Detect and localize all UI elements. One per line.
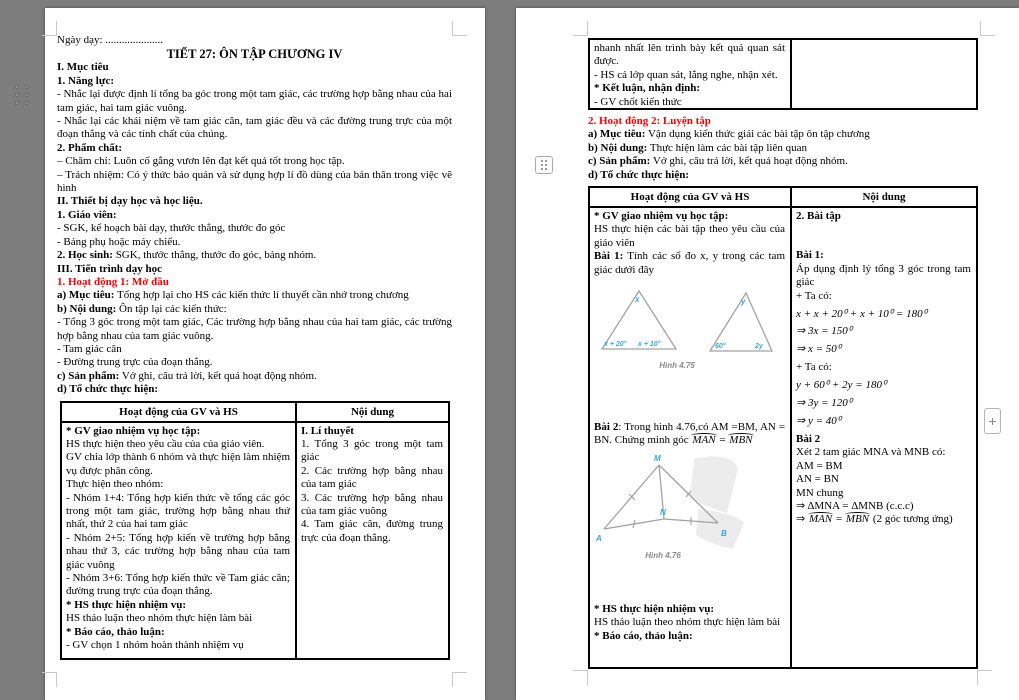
paragraph: [57, 169, 452, 196]
paragraph-text: Xét 2 tam giác MNA và MNB có:: [796, 446, 946, 459]
paragraph-text: - SGK, kế hoạch bài dạy, thước thẳng, thước đo góc: [57, 222, 286, 235]
equation-text: ⇒ 3x = 150⁰: [796, 325, 853, 338]
table-cell-noi-dung: [792, 208, 976, 669]
paragraph-text: GV chia lớp thành 6 nhóm và thực hiện làm nhiệm vụ được phân công.: [66, 451, 290, 477]
dots-grid-icon: [539, 159, 549, 171]
paragraph: [57, 236, 452, 249]
paragraph: [57, 303, 452, 316]
paragraph: [57, 356, 452, 369]
angle-label: x + 10°: [638, 341, 661, 349]
table-paragraph: [796, 263, 971, 290]
table-paragraph: [66, 492, 290, 532]
paragraph: [57, 88, 452, 115]
angle-label: x + 20°: [604, 341, 627, 349]
table-body-row: [590, 40, 976, 108]
heading-text: 1. Giáo viên:: [57, 208, 117, 221]
table-paragraph: [66, 572, 290, 599]
paragraph-text: (2 góc tương ứng): [870, 513, 953, 526]
paragraph-text: 4. Tam giác cân, đường trung trực của đoạn thẳng.: [301, 518, 443, 544]
paragraph-label: * GV giao nhiệm vụ học tập:: [594, 210, 729, 223]
table-paragraph: [301, 465, 443, 492]
table-header-cell: Hoạt động của GV và HS: [590, 188, 792, 206]
table-paragraph: [594, 69, 785, 82]
paragraph: [588, 142, 978, 155]
blank-space: [796, 223, 971, 249]
paragraph-text: HS thực hiện các bài tập theo yêu cầu của giáo viên: [594, 223, 785, 249]
paragraph-label: * Báo cáo, thảo luận:: [66, 625, 165, 638]
margin-crop-mark: [42, 21, 57, 36]
table-paragraph: [594, 223, 785, 250]
table-paragraph: [66, 425, 290, 438]
heading-text: 1. Hoạt động 1: Mở đầu: [57, 275, 169, 288]
lesson-title: [57, 47, 452, 61]
paragraph-text: Vở ghi, câu trả lời, kết quả hoạt động nhóm.: [650, 155, 848, 168]
table-cell-gv-hs: [62, 423, 297, 660]
section-heading: [57, 263, 452, 276]
paragraph-text: SGK, thước thẳng, thước đo góc, bảng nhóm.: [112, 249, 317, 262]
heading-text: 2. Phẩm chất:: [57, 141, 123, 154]
table-paragraph: [66, 626, 290, 639]
heading-text: 2. Hoạt động 2: Luyện tập: [588, 115, 711, 127]
equation-text: y + 60⁰ + 2y = 180⁰: [796, 379, 887, 392]
paragraph-label: 2. Học sinh:: [57, 249, 113, 262]
margin-crop-mark: [980, 21, 995, 36]
table-paragraph: [796, 473, 971, 486]
paragraph: [57, 370, 452, 383]
paragraph-label: * Kết luận, nhận định:: [594, 82, 701, 95]
paragraph-text: – Trách nhiệm: Có ý thức bảo quản và sử dụng hợp lí đồ dùng của bản thân trong việc vẽ hình: [57, 168, 452, 195]
scan-artifact: [696, 509, 744, 549]
table-paragraph: [594, 82, 785, 95]
paragraph-date: [57, 34, 452, 47]
table-paragraph: [594, 42, 785, 69]
section-heading: [57, 195, 452, 208]
paragraph-label: I. Lí thuyết: [301, 424, 354, 437]
angle-name: MAN: [808, 513, 833, 526]
margin-crop-mark: [42, 672, 57, 687]
heading-text: I. Mục tiêu: [57, 61, 109, 74]
paragraph: [57, 222, 452, 235]
handle-dot: [25, 85, 29, 89]
paragraph-text: 3. Các trường hợp bằng nhau của tam giác vuông: [301, 491, 443, 517]
section-heading: [57, 142, 452, 155]
paragraph-text: - Đường trung trực của đoạn thẳng.: [57, 356, 213, 369]
paragraph: [57, 249, 452, 262]
activity-table-2: [588, 186, 978, 669]
heading-text: III. Tiến trình dạy học: [57, 262, 163, 275]
paragraph-label: Bài 1:: [594, 250, 624, 263]
paragraph-text: Tổng hợp lại cho HS các kiến thức lí thuyết cần nhớ trong chương: [114, 289, 409, 302]
document-page-1[interactable]: [45, 8, 485, 700]
table-paragraph: [66, 478, 290, 491]
table-header-row: [590, 188, 976, 208]
table-paragraph-bai2: [594, 421, 785, 448]
section-heading: [588, 169, 978, 182]
table-paragraph: [796, 500, 971, 513]
paragraph-label: * Báo cáo, thảo luận:: [594, 629, 693, 642]
table-paragraph: [66, 532, 290, 572]
paragraph-text: Vở ghi, câu trả lời, kết quả hoạt động nhóm.: [119, 369, 317, 382]
paragraph-text: HS thực hiện theo yêu cầu của của giáo viên.: [66, 437, 265, 450]
document-page-2[interactable]: [516, 8, 1019, 700]
handle-dot: [15, 85, 19, 89]
paragraph-text: Áp dụng định lý tổng 3 góc trong tam giác: [796, 262, 971, 289]
paragraph-text: Ngày dạy: .....................: [57, 34, 164, 46]
figure-4-75-triangles: [594, 281, 794, 376]
paragraph-text: Thực hiện làm các bài tập liên quan: [647, 141, 807, 154]
paragraph-label: a) Mục tiêu:: [588, 128, 646, 141]
paragraph-text: - HS cả lớp quan sát, lắng nghe, nhận xét.: [594, 68, 778, 81]
paragraph-label: a) Mục tiêu:: [57, 289, 115, 302]
table-paragraph: [301, 438, 443, 465]
table-body-row: [590, 208, 976, 669]
margin-crop-mark: [573, 670, 588, 685]
handle-dot: [25, 93, 29, 97]
angle-label: 2y: [755, 343, 763, 351]
handle-dot: [15, 101, 19, 105]
table-paragraph: [66, 612, 290, 625]
paragraph-label: b) Nội dung:: [57, 302, 117, 315]
equation-text: ⇒ 3y = 120⁰: [796, 397, 853, 410]
table-paragraph: [301, 492, 443, 519]
equation-text: x + x + 20⁰ + x + 10⁰ = 180⁰: [796, 307, 927, 320]
activity-1-heading: [57, 276, 452, 289]
table-paragraph: [796, 460, 971, 473]
angle-name: MAN: [692, 434, 716, 447]
margin-crop-mark: [573, 21, 588, 36]
equation: [796, 308, 971, 321]
paragraph-text: =: [833, 513, 845, 526]
table-paragraph: [796, 446, 971, 459]
table-header-cell: Nội dung: [350, 405, 395, 418]
point-label: M: [654, 453, 661, 463]
paragraph-text: nhanh nhất lên trình bày kết quả quan sát được.: [594, 42, 785, 68]
paragraph-label: c) Sản phẩm:: [588, 155, 651, 168]
paragraph-label: c) Sản phẩm:: [57, 369, 120, 382]
table-paragraph: [796, 210, 971, 223]
scan-artifact: [690, 456, 738, 512]
paragraph-text: AN = BN: [796, 473, 839, 486]
table-cell-noi-dung: [297, 423, 448, 660]
paragraph: [57, 343, 452, 356]
table-move-handle-icon[interactable]: [535, 156, 553, 174]
plus-button[interactable]: +: [984, 408, 1001, 434]
paragraph-text: 2. Các trường hợp bằng nhau của tam giác: [301, 464, 443, 491]
table-paragraph: [594, 250, 785, 277]
equation-text: ⇒ x = 50⁰: [796, 343, 842, 356]
table-header-cell: Nội dung: [862, 191, 906, 204]
title-text: TIẾT 27: ÔN TẬP CHƯƠNG IV: [166, 47, 343, 62]
figure-caption: Hình 4.76: [645, 550, 681, 560]
handle-dot: [25, 101, 29, 105]
section-heading: [57, 75, 452, 88]
angle-label: 60°: [715, 343, 726, 351]
paragraph-label: b) Nội dung:: [588, 141, 648, 154]
paragraph: [57, 155, 452, 168]
paragraph-text: - Nhắc lại các khái niệm về tam giác cân, tam giác đều và các đường trung trực của một đoạn thẳng và các tính chất của chúng.: [57, 115, 452, 141]
section-heading: [57, 61, 452, 74]
table-paragraph: [594, 630, 785, 643]
point-label: B: [721, 528, 727, 538]
paragraph-text: : Trong hình 4.76,có AM =BM, AN = BN. Chứng minh góc: [594, 421, 785, 447]
heading-text: 1. Năng lực:: [57, 74, 115, 87]
table-paragraph: [796, 290, 971, 303]
table-paragraph: [796, 249, 971, 262]
paragraph-text: – Chăm chỉ: Luôn cố gắng vươn lên đạt kết quả tốt trong học tập.: [57, 155, 345, 168]
activity-table-1: [60, 401, 450, 660]
paragraph-text: Ôn tập lại các kiến thức:: [116, 302, 227, 315]
table-cell-gv-hs: [590, 208, 792, 669]
paragraph-label: Bài 2: [594, 421, 619, 434]
heading-text: II. Thiết bị dạy học và học liệu.: [57, 195, 203, 208]
section-heading: [57, 209, 452, 222]
table-paragraph: [301, 425, 443, 438]
equation-text: ⇒ y = 40⁰: [796, 415, 842, 427]
table-cell-gv-hs: [590, 40, 792, 108]
paragraph-text: - Tổng 3 góc trong một tam giác, Các trường hợp bằng nhau của hai tam giác, các trường hợp bằng nhau của tam giác vuông.: [57, 316, 452, 342]
paragraph-label: * GV giao nhiệm vụ học tập:: [66, 424, 201, 437]
table-body-row: [62, 423, 448, 660]
paragraph-text: - Nhóm 1+4: Tổng hợp kiến thức về tổng các góc trong một tam giác, trường hợp bằng nhau thứ nhất, thứ 2 của hai tam giác: [66, 491, 290, 531]
paragraph-text: - Nhắc lại được định lí tổng ba góc trong một tam giác, các trường hợp bằng nhau của hai tam giác, hai tam giác vuông.: [57, 88, 452, 114]
paragraph-text: + Ta có:: [796, 289, 832, 302]
paragraph-text: Tính các số đo x, y trong các tam giác dưới đây: [594, 250, 785, 276]
paragraph-text: - Tam giác cân: [57, 342, 122, 355]
table-paragraph: [594, 96, 785, 109]
activity-2-heading: [588, 115, 978, 128]
figure-4-76-segments: [594, 451, 794, 563]
paragraph-text: - Bảng phụ hoặc máy chiếu.: [57, 235, 181, 248]
paragraph-text: - Nhóm 2+5: Tổng hợp kiến về trường hợp bằng nhau thứ 3, các trường hợp bằng nhau của tam giác vuông: [66, 531, 290, 571]
table-paragraph: [66, 438, 290, 451]
table-paragraph: [594, 616, 785, 629]
equation: [796, 397, 971, 410]
table-paragraph-result: [796, 513, 971, 526]
margin-crop-mark: [977, 670, 992, 685]
paragraph-text: AM = BM: [796, 459, 843, 472]
point-label: N: [660, 507, 666, 517]
angle-name: MBN: [729, 434, 753, 447]
paragraph-text: + Ta có:: [796, 361, 832, 374]
handle-dot: [15, 93, 19, 97]
equation: [796, 379, 971, 392]
paragraph: [588, 155, 978, 168]
table-cell-noi-dung: [792, 40, 976, 108]
angle-label: y: [741, 297, 746, 307]
table-paragraph: [594, 603, 785, 616]
paragraph-text: Thực hiện theo nhóm:: [66, 478, 164, 491]
margin-crop-mark: [452, 21, 467, 36]
paragraph: [57, 316, 452, 343]
paragraph-label: 2. Bài tập: [796, 210, 841, 223]
paragraph-label: * HS thực hiện nhiệm vụ:: [66, 598, 186, 611]
paragraph-drag-handle-icon[interactable]: [15, 85, 29, 105]
paragraph-text: HS thảo luận theo nhóm thực hiện làm bài: [594, 616, 781, 629]
paragraph-text: - Nhóm 3+6: Tổng hợp kiến thức về Tam giác cân; đường trung trực của đoạn thẳng.: [66, 572, 290, 598]
table-paragraph: [66, 451, 290, 478]
paragraph-text: Vận dụng kiến thức giải các bài tập ôn tập chương: [645, 128, 870, 141]
paragraph-text: ⇒ ΔMNA = ΔMNB (c.c.c): [796, 499, 914, 512]
paragraph-label: Bài 2: [796, 432, 821, 445]
paragraph: [588, 128, 978, 141]
table-paragraph: [301, 518, 443, 545]
table-paragraph: [796, 487, 971, 500]
table-paragraph: [796, 433, 971, 446]
paragraph: [57, 115, 452, 142]
section-heading: [57, 383, 452, 396]
angle-label: x: [635, 295, 640, 305]
angle-name: MBN: [845, 513, 870, 526]
equation: [796, 415, 971, 428]
table-header-cell: Hoạt động của GV và HS: [62, 403, 297, 421]
paragraph-text: ⇒: [796, 513, 808, 526]
figure-caption: Hình 4.75: [659, 361, 695, 371]
paragraph-text: HS thảo luận theo nhóm thực hiện làm bài: [66, 612, 253, 625]
table-paragraph: [66, 599, 290, 612]
table-paragraph: [796, 361, 971, 374]
equation: [796, 325, 971, 338]
paragraph-text: MN chung: [796, 486, 844, 499]
paragraph-text: =: [716, 434, 729, 447]
heading-text: d) Tổ chức thực hiện:: [57, 383, 159, 396]
activity-table-continuation: [588, 38, 978, 110]
paragraph-text: 1. Tổng 3 góc trong một tam giác: [301, 437, 443, 464]
equation: [796, 343, 971, 356]
paragraph: [57, 289, 452, 302]
table-header-row: [62, 403, 448, 423]
paragraph-label: * HS thực hiện nhiệm vụ:: [594, 602, 714, 615]
table-paragraph: [594, 210, 785, 223]
paragraph-text: - GV chốt kiến thức: [594, 95, 682, 108]
table-paragraph: [66, 639, 290, 652]
heading-text: d) Tổ chức thực hiện:: [588, 168, 690, 181]
paragraph-label: Bài 1:: [796, 249, 824, 262]
paragraph-text: - GV chọn 1 nhóm hoàn thành nhiệm vụ: [66, 639, 244, 652]
margin-crop-mark: [452, 672, 467, 687]
point-label: A: [596, 533, 602, 543]
